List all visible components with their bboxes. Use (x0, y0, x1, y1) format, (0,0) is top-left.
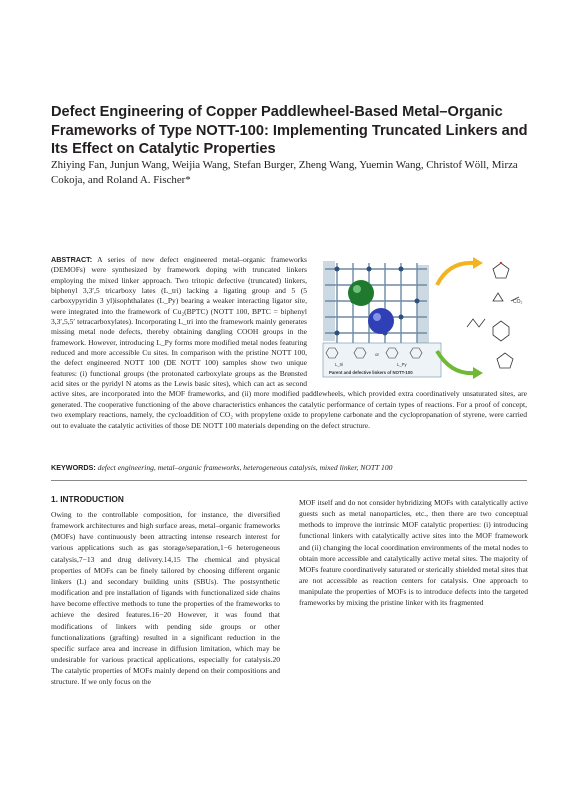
or-label: or (375, 352, 380, 357)
abstract-label: ABSTRACT: (51, 255, 93, 264)
mof-framework-image (323, 261, 429, 345)
yellow-arrow-icon (437, 263, 475, 285)
green-sphere-icon (348, 280, 374, 306)
author-list: Zhiying Fan, Junjun Wang, Weijia Wang, Stefan Burger, Zheng Wang, Yuemin Wang, Christof Wöll, Mirza Cokoja, and Roland A. Fischer* (51, 159, 518, 186)
linker-legend (323, 343, 441, 377)
keywords-line (51, 463, 527, 473)
right-column (299, 497, 528, 609)
green-arrow-icon (437, 351, 475, 373)
intro-paragraph-right: MOF itself and do not consider hybridizing MOFs with catalytically active guests such as metal nanoparticles, etc., then there are two conceptual methods to improve the intrinsic MOF catalytic properties: (i) introducing functional linkers with catalytically active sites into the MOF framework and (ii) changing the local coordination environments of the metal nodes to obtain more accessible and catalytically active metal sites. The majority of MOFs feature coordinatively saturated or sterically shielded metal sites that are not accessible as reaction centers for catalysis. One approach to manipulate the properties of MOFs is to introduce defects into the targeted frameworks by mixing the pristine linker with its fragmented (299, 498, 528, 608)
section-divider (51, 480, 527, 481)
blue-sphere-icon (368, 308, 394, 334)
abstract-text: A series of new defect engineered metal–organic frameworks (DEMOFs) were synthesized by framework doping with truncated linkers employing the mixed linker approach. Two tritopic defective (truncated) linkers, biphenyl 3,3′,5 tricarboxy lates (L_tri) lacking a ligating group and 5 (5 carboxypyridin 3 yl)isophthalates (L_Py) bearing a weaker interacting ligator site, were integrated into the framework of Cu₂(BPTC) (NOTT 100, BPTC = biphenyl 3,3′,5,5′ tetracarboxylates). Incorporating L_tri into the framework mainly generates missing metal node defects, thereby obtaining dangling COOH groups in the framework. However, introducing L_Py forms more modified metal nodes featuring reduced and more accessible Cu sites. In comparison with the pristine NOTT 100, the defect engineered NOTT 100 (DE NOTT 100) samples show two unique features: (i) functional groups (the protonated carboxylate groups as the Brønsted acid sites or the pyridyl N atoms as the Lewis basic sites), which can act as second active sites, are incorporated into the MOF frameworks, and (ii) more modified paddlewheels, which provided extra coordinatively unsaturated sites, are generated. The cooperative functioning of the above characteristics enhances the catalytic performance of certain types of reactions. For a proof of concept, two exemplary reactions, namely, the cycloaddition of CO₂ with propylene oxide to propylene carbonate and the cyclopropanation of styrene, were carried out to evaluate the catalytic activities of those DE NOTT 100 materials depending on the defect structure. (51, 255, 527, 430)
product-molecules (467, 262, 519, 368)
left-column (51, 494, 280, 688)
abstract-block (51, 255, 527, 431)
article-title: Defect Engineering of Copper Paddlewheel-Based Metal–Organic Frameworks of Type NOTT-100: Implementing Truncated Linkers and Its Effect on Catalytic Properties (51, 104, 528, 158)
keywords-text: defect engineering, metal–organic frameworks, heterogeneous catalysis, mixed linker, NOTT 100 (97, 463, 393, 472)
legend-caption: Parent and defective linkers of NOTT-100 (329, 370, 413, 375)
keywords-label: KEYWORDS: (51, 463, 96, 472)
linker-label-b: L_Py (397, 362, 407, 367)
toc-graphic (317, 255, 527, 383)
toc-graphic-svg (317, 255, 527, 383)
section-heading-introduction: 1. INTRODUCTION (51, 494, 124, 504)
linker-label-a: L_tri (335, 362, 344, 367)
co2-label: CO₂ (513, 299, 523, 305)
intro-paragraph-left: Owing to the controllable composition, for instance, the diversified framework architectures and high surface areas, metal–organic frameworks (MOFs) have continuously been attracting intense research interest for various applications such as gas storage/separation,1−6 heterogeneous catalysis,7−13 and drug delivery.14,15 The chemical and physical properties of MOFs can be finely tailored by choosing different organic linkers (L) and secondary building units (SBUs). The postsynthetic modification and pre installation of ligands with functionalized side chains have become effective methods to tune the properties of the frameworks to achieve the desired features.16−20 However, it was found that modifications of linkers with pending side groups or other functionalizations (grafting) resulted in a significant reduction in the specific surface area and increase in diffusion limitation, which may be undesirable for various practical applications, especially for catalysis.20 The catalytic properties of MOFs mainly depend on their compositions and structure. If we only focus on the (51, 510, 280, 687)
